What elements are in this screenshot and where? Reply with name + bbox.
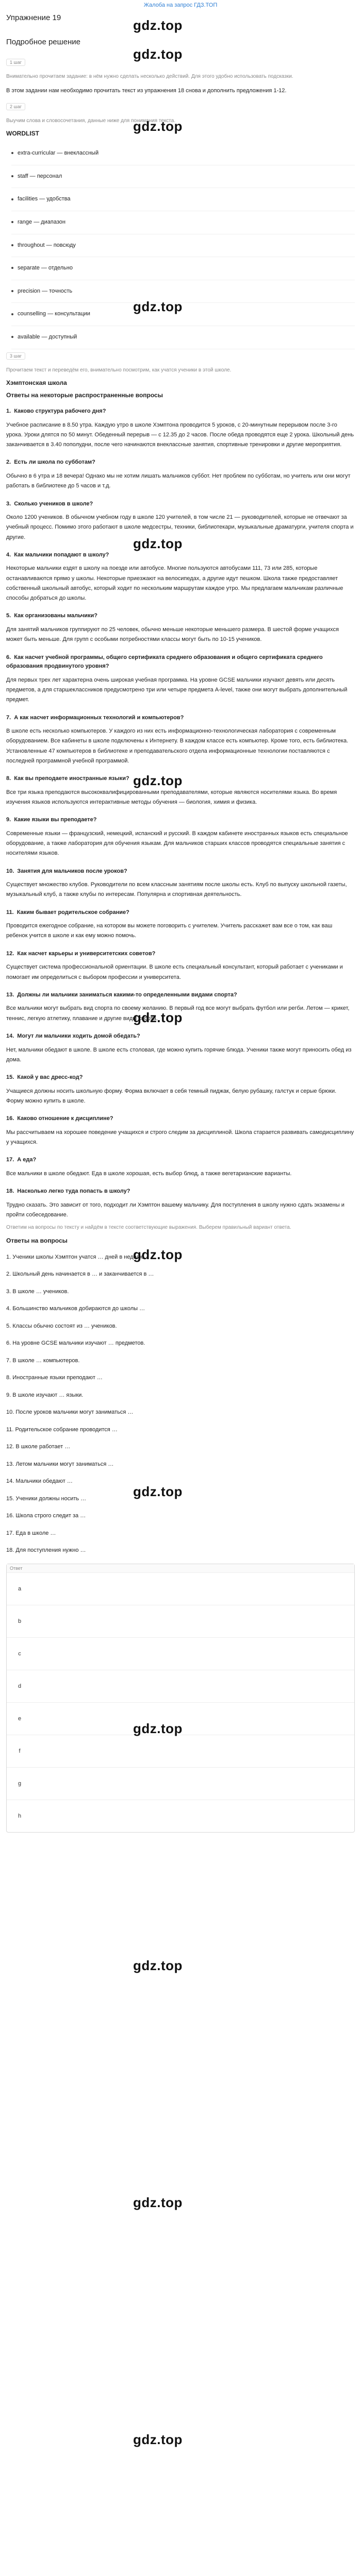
question: 17. А еда? bbox=[6, 1157, 37, 1163]
bullet-icon bbox=[11, 267, 13, 269]
hint: Выучим слова и словосочетания, данные ниже для понимания текста. bbox=[6, 117, 176, 124]
step-badge: 3 шаг bbox=[6, 352, 25, 360]
answer-text: Трудно сказать. Это зависит от того, подходит ли Хэмптон вашему мальчику. Для поступления в школу нужно сдать экзамены и пройти собеседование. bbox=[6, 1201, 344, 1218]
school-title: Хэмптонская школа bbox=[6, 379, 67, 387]
bullet-icon bbox=[11, 244, 13, 246]
answer-row: b bbox=[7, 1605, 354, 1638]
question: 4. Как мальчики попадают в школу? bbox=[6, 551, 109, 558]
question: 7. А как насчет информационных технологий и компьютеров? bbox=[6, 714, 184, 721]
answer-row: d bbox=[7, 1670, 354, 1703]
quiz-list bbox=[6, 1253, 355, 1555]
answer-text: Все мальчики в школе обедают. Еда в школе хорошая, есть выбор блюд, а также вегетарианские варианты. bbox=[6, 1170, 292, 1177]
vocab-item: range — диапазон bbox=[11, 211, 355, 234]
question: 1. Каково структура рабочего дня? bbox=[6, 408, 106, 415]
step-badge: 1 шаг bbox=[6, 59, 25, 66]
bullet-icon bbox=[11, 290, 13, 292]
answer-text: Обычно в 6 утра и 18 вечера! Однако мы не хотим лишать мальчиков суббот. Нет проблем по субботам, но учитель или они могут работать в библиотеке до 5 часов и т.д. bbox=[6, 473, 351, 489]
question: 9. Какие языки вы преподаете? bbox=[6, 817, 97, 823]
quiz-item: 8. Иностранные языки преподают … bbox=[6, 1375, 103, 1381]
answer-row: g bbox=[7, 1768, 354, 1800]
intro-text: В этом задании нам необходимо прочитать текст из упражнения 18 снова и дополнить предложения 1-12. bbox=[6, 87, 287, 94]
watermark: gdz.top bbox=[133, 18, 183, 33]
quiz-item: 10. После уроков мальчики могут заниматься … bbox=[6, 1409, 134, 1416]
quiz-item: 14. Мальчики обедают … bbox=[6, 1478, 73, 1485]
answer-row: e bbox=[7, 1703, 354, 1735]
bullet-icon bbox=[11, 152, 13, 154]
answer-text: Существует множество клубов. Руководители по всем классным занятиям после школы есть. Клуб по выпуску школьной газеты, музыкальный клуб, а также клубы по интересам. Популярна и спортивная деятельность. bbox=[6, 882, 347, 898]
question: 18. Насколько легко туда попасть в школу? bbox=[6, 1188, 130, 1195]
question: 12. Как насчет карьеры и университетских советов? bbox=[6, 950, 156, 957]
hint: Внимательно прочитаем задание: в нём нужно сделать несколько действий. Для этого удобно использовать подсказки. bbox=[6, 74, 293, 79]
watermark: gdz.top bbox=[133, 2195, 183, 2210]
quiz-item: 4. Большинство мальчиков добираются до школы … bbox=[6, 1306, 145, 1312]
answers-header: Ответы на некоторые распространенные вопросы bbox=[6, 392, 163, 399]
quiz-item: 15. Ученики должны носить … bbox=[6, 1495, 87, 1502]
quiz-item: 16. Школа строго следит за … bbox=[6, 1513, 86, 1519]
quiz-item: 3. В школе … учеников. bbox=[6, 1288, 69, 1295]
answer-text: Около 1200 учеников. В обычном учебном году в школе 120 учителей, в том числе 21 — руководителей, которые не отвечают за учебный процесс. Помимо этого работают в школе медсестры, техники, библиотекари, музыкальные драматурги, учителя спорта и другие. bbox=[6, 514, 354, 540]
answer-row: h bbox=[18, 1812, 22, 1819]
watermark: gdz.top bbox=[133, 1010, 183, 1025]
watermark: gdz.top bbox=[133, 773, 183, 788]
question: 5. Как организованы мальчики? bbox=[6, 613, 98, 619]
top-link[interactable]: Жалоба на запрос ГДЗ.ТОП bbox=[143, 2, 218, 8]
answer-row: f bbox=[7, 1735, 354, 1768]
answer-text: Современные языки — французский, немецкий, испанский и русский. В каждом кабинете иностранных языков есть специальное оборудование, а также лаборатория для обучения языкам. Для мальчиков старших классов проводятся специальные занятия с носителями языков. bbox=[6, 830, 348, 857]
exercise-title: Упражнение 19 bbox=[6, 13, 61, 22]
quiz-item: 11. Родительское собрание проводится … bbox=[6, 1426, 118, 1433]
question: 11. Каким бывает родительское собрание? bbox=[6, 909, 129, 916]
question: 13. Должны ли мальчики заниматься какими-то определенными видами спорта? bbox=[6, 991, 237, 998]
answer-row: c bbox=[7, 1638, 354, 1670]
wordlist-label: WORDLIST bbox=[6, 130, 39, 138]
answer-text: Все три языка преподаются высококвалифицированными преподавателями, которые являются носителями языка. Во время изучения языков используются интерактивные методы обучения — биология, химия и физика. bbox=[6, 789, 337, 805]
watermark: gdz.top bbox=[133, 2432, 183, 2447]
answer-text: Нет, мальчики обедают в школе. В школе есть столовая, где можно купить горячие блюда. Ученики также могут приносить обед из дома. bbox=[6, 1046, 352, 1063]
question: 10. Занятия для мальчиков после уроков? bbox=[6, 868, 127, 874]
answer-text: Некоторые мальчики ездят в школу на поезде или автобусе. Многие пользуются автобусами 111, 73 или 285, которые останавливаются прямо у школы. Некоторые приезжают на велосипедах, а другие идут пешком. Школа также предоставляет собственный школьный автобус, который ходит по нескольким маршрутам каждое утро. Мы предлагаем мальчикам различные способы добраться до школы. bbox=[6, 565, 343, 602]
bullet-icon bbox=[11, 175, 13, 177]
watermark: gdz.top bbox=[133, 1721, 183, 1736]
quiz-item: 9. В школе изучают … языки. bbox=[6, 1392, 84, 1398]
answer-text: Проводится ежегодное собрание, на котором вы можете поговорить с учителем. Учитель расскажет вам все о том, как ваш ребенок учится в школе и как ему можно помочь. bbox=[6, 923, 333, 939]
bullet-icon bbox=[11, 221, 13, 223]
solution-title: Подробное решение bbox=[6, 38, 81, 46]
vocab-item: separate — отдельно bbox=[11, 257, 355, 280]
vocab-item: counselling — консультации bbox=[11, 303, 355, 326]
quiz-item: 1. Ученики школы Хэмптон учатся … дней в неделю. bbox=[6, 1253, 146, 1260]
quiz-title: Ответы на вопросы bbox=[6, 1236, 68, 1244]
question: 3. Сколько учеников в школе? bbox=[6, 500, 93, 507]
answer-text: В школе есть несколько компьютеров. У каждого из них есть информационно-технологическая лаборатория с современным оборудованием. Все кабинеты в школе подключены к Интернету. В каждом классе есть компьютер. Кроме того, есть библиотека. Установленные 47 компьютеров в библиотеке и преподавательского отдела информационные технологии поставляются с последней программной учебной программой. bbox=[6, 728, 349, 764]
vocab-item: precision — точность bbox=[11, 280, 355, 303]
watermark: gdz.top bbox=[133, 1247, 183, 1262]
bullet-icon bbox=[11, 336, 13, 338]
step-badge: 2 шаг bbox=[6, 103, 25, 110]
watermark: gdz.top bbox=[133, 1484, 183, 1499]
watermark: gdz.top bbox=[133, 118, 183, 134]
bullet-icon bbox=[11, 313, 13, 315]
quiz-item: 13. Летом мальчики могут заниматься … bbox=[6, 1461, 114, 1467]
quiz-item: 12. В школе работает … bbox=[6, 1444, 71, 1450]
question: 8. Как вы преподаете иностранные языки? bbox=[6, 775, 129, 782]
watermark: gdz.top bbox=[133, 46, 183, 62]
hint: Ответим на вопросы по тексту и найдём в тексте соответствующие выражения. Выберем правильный вариант ответа. bbox=[6, 1225, 291, 1231]
watermark: gdz.top bbox=[133, 536, 183, 551]
quiz-item: 17. Еда в школе … bbox=[6, 1530, 56, 1536]
watermark: gdz.top bbox=[133, 1958, 183, 1973]
answer-text: Для первых трех лет характерна очень широкая учебная программа. На уровне GCSE мальчики изучают девять или десять предметов, а для старшеклассников предусмотрено три или четыре предмета A-level, также они могут выбрать дополнительный предмет. bbox=[6, 676, 348, 703]
question: 2. Есть ли школа по субботам? bbox=[6, 459, 95, 466]
watermark: gdz.top bbox=[133, 299, 183, 314]
bullet-icon bbox=[11, 198, 13, 200]
qa-list bbox=[6, 407, 355, 1220]
quiz-item: 2. Школьный день начинается в … и заканчивается в … bbox=[6, 1271, 154, 1278]
answer-box bbox=[6, 1564, 355, 1833]
vocab-item: staff — персонал bbox=[11, 165, 355, 189]
answer-text: Все мальчики могут выбрать вид спорта по своему желанию. В первый год все могут выбрать футбол или регби. Летом — крикет, теннис, легкую атлетику, плавание и другие виды спорта. bbox=[6, 1005, 350, 1022]
vocab-list bbox=[11, 142, 355, 349]
answer-text: Мы рассчитываем на хорошее поведение учащихся и строго следим за дисциплиной. Школа старается развивать самодисциплину у учащихся. bbox=[6, 1129, 354, 1145]
answer-row: a bbox=[7, 1573, 354, 1605]
answer-box-head: Ответ bbox=[7, 1564, 354, 1573]
hint: Прочитаем текст и переведём его, внимательно посмотрим, как учатся ученики в этой школе. bbox=[6, 367, 232, 373]
answer-text: Учащиеся должны носить школьную форму. Форма включает в себя темный пиджак, белую рубашку, галстук и серые брюки. Форму можно купить в школе. bbox=[6, 1088, 337, 1104]
quiz-item: 7. В школе … компьютеров. bbox=[6, 1357, 80, 1364]
vocab-item: extra-curricular — внеклассный bbox=[11, 142, 355, 165]
question: 16. Каково отношение к дисциплине? bbox=[6, 1115, 113, 1122]
quiz-item: 6. На уровне GCSE мальчики изучают … предметов. bbox=[6, 1340, 145, 1347]
answer-text: Учебное расписание в 8.50 утра. Каждую утро в школе Хэмптона проводится 5 уроков, с 20-минутным перерывом после 3-го урока. Уроки длятся по 50 минут. Обеденный перерыв — с 12.35 до 2 часов. После обеда проводятся еще 2 урока. Школьный день заканчивается в 3.40 пополудни, после чего начинаются внеклассные занятия, спортивные тренировки и другие мероприятия. bbox=[6, 421, 354, 448]
question: 15. Какой у вас дресс-код? bbox=[6, 1074, 83, 1080]
answer-text: Для занятий мальчиков группируют по 25 человек, обычно меньше некоторые меньшего размера. В шестой форме учащихся может быть меньше. Для групп с особыми потребностями классы могут быть по 10-15 учеников. bbox=[6, 626, 339, 643]
vocab-item: facilities — удобства bbox=[11, 188, 355, 211]
vocab-item: throughout — повсюду bbox=[11, 234, 355, 258]
quiz-item: 5. Классы обычно состоят из … учеников. bbox=[6, 1323, 117, 1329]
question: 14. Могут ли мальчики ходить домой обедать? bbox=[6, 1032, 140, 1039]
vocab-item: available — доступный bbox=[11, 326, 355, 349]
quiz-item: 18. Для поступления нужно … bbox=[6, 1547, 86, 1554]
question: 6. Как насчет учебной программы, общего сертификата среднего образования и общего сертификата среднего образования продвинутого уровня? bbox=[6, 654, 323, 670]
answer-text: Существует система профессиональной ориентации. В школе есть специальный консультант, который работает с учениками и помогает им определиться с выбором профессии и университета. bbox=[6, 964, 343, 980]
